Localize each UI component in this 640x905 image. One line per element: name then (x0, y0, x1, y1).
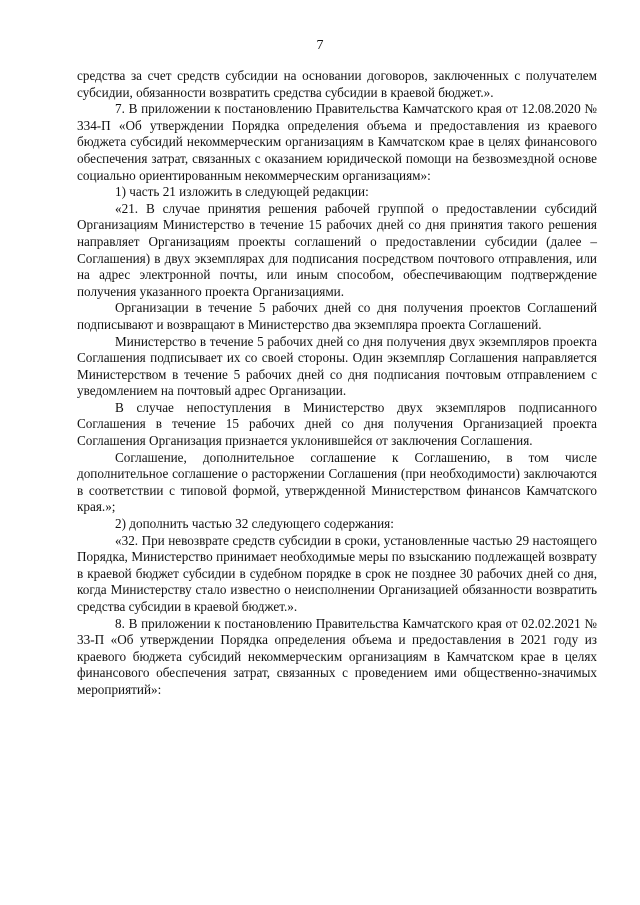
paragraph-subitem-1: 1) часть 21 изложить в следующей редакции: (115, 184, 369, 200)
page-number: 7 (316, 38, 324, 53)
paragraph-non-receipt: В случае непоступления в Министерство двух экземпляров подписанного Соглашения в течение 15 рабочих дней со дня получения Организацией проекта Соглашения Организация признается уклонившейся от заключения Соглашения. (77, 399, 597, 449)
paragraph-item-8: 8. В приложении к постановлению Правительства Камчатского края от 02.02.2021 № 33-П «Об утверждении Порядка определения объема и предоставления в 2021 году из краевого бюджета субсидий некоммерческим организациям в Камчатском крае в целях финансового обеспечения затрат, связанных с проведением ими общественно-значимых мероприятий»: (77, 615, 597, 697)
paragraph-agreement-form: Соглашение, дополнительное соглашение к Соглашению, в том числе дополнительное соглашение о расторжении Соглашения (при необходимости) заключаются в соответствии с типовой формой, утвержденной Министерством финансов Камчатского края.»; (77, 449, 597, 515)
paragraph-subitem-2: 2) дополнить частью 32 следующего содержания: (115, 516, 394, 532)
document-body (77, 68, 597, 699)
paragraph-ministry-signs: Министерство в течение 5 рабочих дней со дня получения двух экземпляров проекта Соглашения подписывает их со своей стороны. Один экземпляр Соглашения направляется Министерством в течение 5 рабочих дней со дня подписания почтовым отправлением с уведомлением на почтовый адрес Организации. (77, 333, 597, 399)
paragraph-part-32: «32. При невозврате средств субсидии в сроки, установленные частью 29 настоящего Порядка, Министерство принимает необходимые меры по взысканию подлежащей возврату в краевой бюджет субсидии в судебном порядке в срок не позднее 30 рабочих дней со дня, когда Министерству стало известно о неисполнении Организацией обязанности возвратить средства субсидии в краевой бюджет.». (77, 532, 597, 614)
paragraph-organizations-sign: Организации в течение 5 рабочих дней со дня получения проектов Соглашений подписывают и возвращают в Министерство два экземпляра проекта Соглашений. (77, 300, 597, 332)
paragraph-continuation: средства за счет средств субсидии на основании договоров, заключенных с получателем субсидии, обязанности возвратить средства субсидии в краевой бюджет.». (77, 68, 597, 100)
paragraph-item-7: 7. В приложении к постановлению Правительства Камчатского края от 12.08.2020 № 334-П «Об утверждении Порядка определения объема и предоставления из краевого бюджета субсидий некоммерческим организациям в Камчатском крае в целях финансового обеспечения затрат, связанных с оказанием юридической помощи на безвозмездной основе социально ориентированным некоммерческим организациям»: (77, 101, 597, 183)
paragraph-part-21: «21. В случае принятия решения рабочей группой о предоставлении субсидий Организациям Министерство в течение 15 рабочих дней со дня принятия такого решения направляет Организациям проекты соглашений о предоставлении субсидии (далее – Соглашения) в двух экземплярах для подписания посредством почтового отправления, или на адрес электронной почты, или иным способом, обеспечивающим подтверждение получения указанного проекта Организациями. (77, 200, 597, 299)
